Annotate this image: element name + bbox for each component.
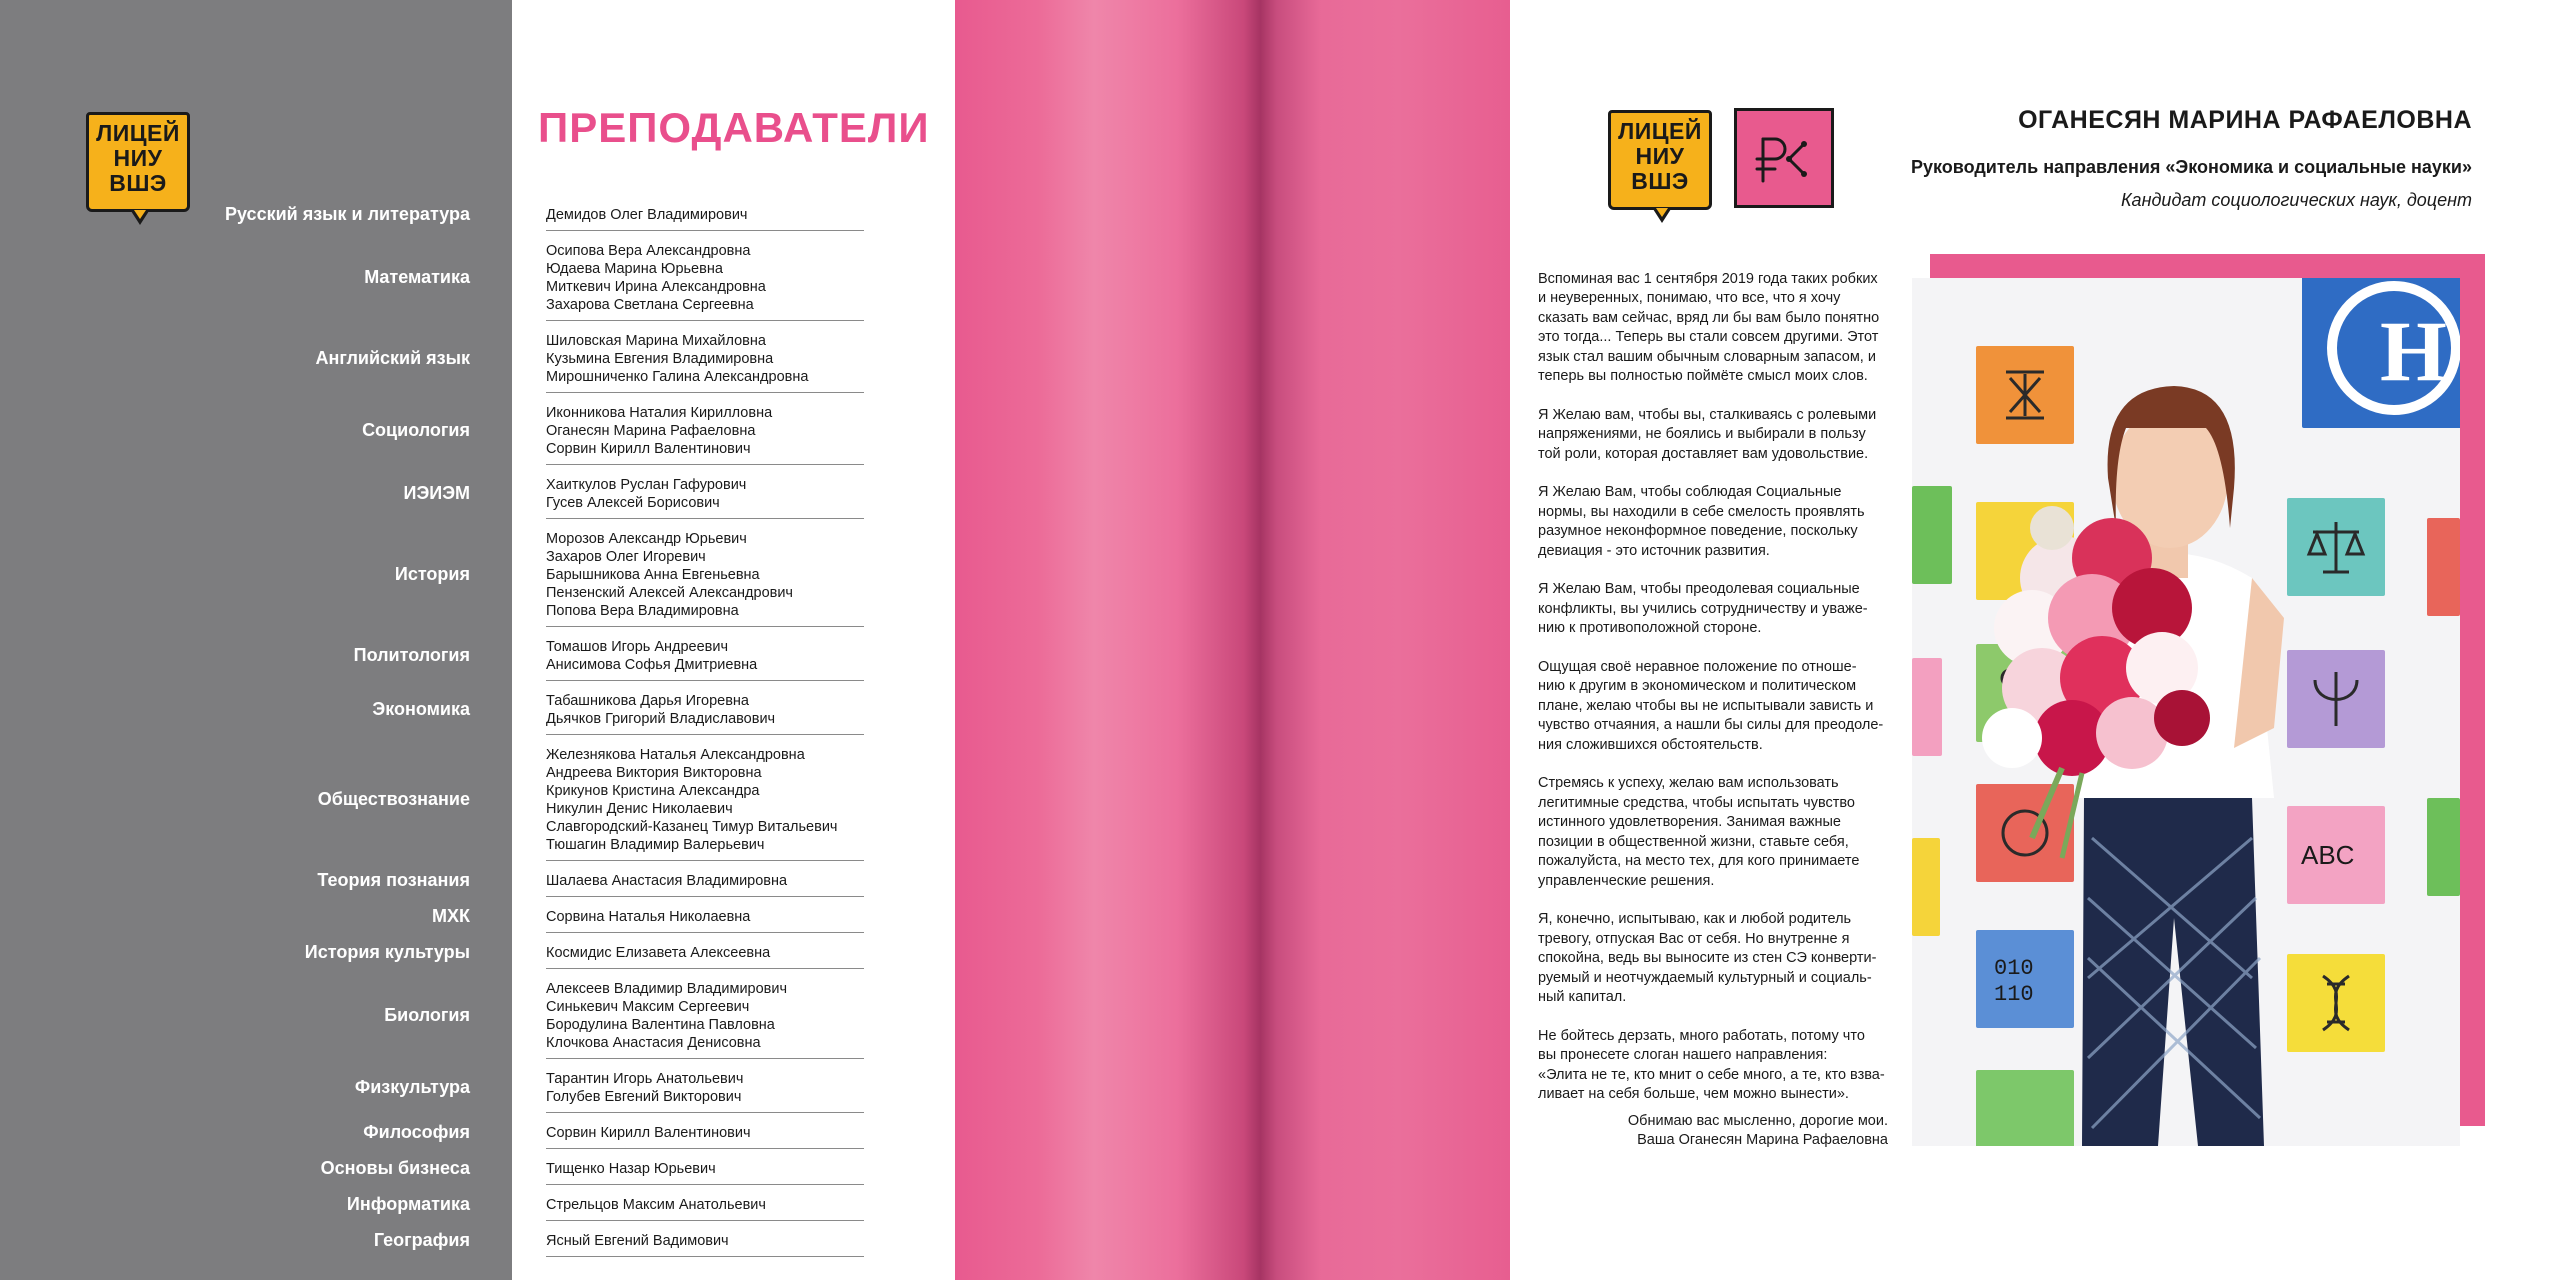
- subject-label: Теория познания: [317, 870, 470, 890]
- teacher-name: Шалаева Анастасия Владимировна: [546, 873, 788, 889]
- teacher-group: [546, 901, 864, 933]
- letter-text: [1538, 270, 1893, 1124]
- teacher-name: Оганесян Марина Рафаеловна: [546, 423, 756, 439]
- teacher-group: [546, 685, 864, 735]
- letter-line: это тогда... Теперь вы стали совсем другими. Этот: [1538, 329, 1879, 346]
- teacher-group: [546, 325, 864, 393]
- letter-line: Ощущая своё неравное положение по отноше-: [1538, 659, 1857, 676]
- letter-line: вы пронесете слоган нашего направления:: [1538, 1047, 1828, 1064]
- letter-paragraph: [1538, 406, 1893, 464]
- letter-line: Я, конечно, испытываю, как и любой родитель: [1538, 911, 1852, 928]
- subject-label: Экономика: [372, 699, 470, 719]
- letter-line: теперь вы полностью поймёте смысл моих слов.: [1538, 368, 1868, 385]
- letter-line: позиции в общественной жизни, ставьте себя,: [1538, 833, 1849, 850]
- teacher-group: [546, 1117, 864, 1149]
- letter-line: ный капитал.: [1538, 988, 1627, 1005]
- teacher-name: Морозов Александр Юрьевич: [546, 531, 747, 547]
- teacher-name: Миткевич Ирина Александровна: [546, 279, 766, 295]
- letter-paragraph: [1538, 1027, 1893, 1105]
- letter-line: Я Желаю Вам, чтобы преодолевая социальные: [1538, 581, 1860, 598]
- letter-line: конфликты, вы учились сотрудничеству и уваже-: [1538, 600, 1868, 617]
- letter-line: сказать вам сейчас, вряд ли бы вам было понятно: [1538, 309, 1880, 326]
- page-title: ПРЕПОДАВАТЕЛИ: [538, 104, 930, 151]
- teacher-group: [546, 1153, 864, 1185]
- teacher-name: Голубев Евгений Викторович: [546, 1089, 742, 1105]
- subject-label: Русский язык и литература: [224, 204, 470, 224]
- teacher-name: Иконникова Наталия Кирилловна: [546, 405, 773, 421]
- teacher-name: Мирошниченко Галина Александровна: [546, 369, 809, 385]
- subject-label: МХК: [432, 906, 470, 926]
- teacher-name: Шиловская Марина Михайловна: [546, 333, 766, 349]
- teacher-name: Никулин Денис Николаевич: [546, 801, 733, 817]
- teacher-name: Космидис Елизавета Алексеевна: [546, 945, 771, 961]
- pink-spine: [955, 0, 1510, 1280]
- subject-label: Обществознание: [317, 789, 470, 809]
- subject-label: История: [394, 564, 470, 584]
- teacher-group: [546, 235, 864, 321]
- teacher-name: Сорвин Кирилл Валентинович: [546, 441, 751, 457]
- teacher-name: Клочкова Анастасия Денисовна: [546, 1035, 761, 1051]
- subject-label: География: [373, 1230, 470, 1250]
- letter-line: плане, желаю чтобы вы не испытывали зависть и: [1538, 697, 1874, 714]
- letter-line: спокойна, ведь вы выносите из стен СЭ конверти-: [1538, 950, 1877, 967]
- teacher-name: Андреева Виктория Викторовна: [546, 765, 762, 781]
- teacher-name: Анисимова Софья Дмитриевна: [546, 657, 758, 673]
- teacher-group: [546, 739, 864, 861]
- letter-line: руемый и неотчуждаемый культурный и социаль-: [1538, 969, 1872, 986]
- teacher-name: Барышникова Анна Евгеньевна: [546, 567, 760, 583]
- letter-line: тревогу, отпуская Вас от себя. Но внутренне я: [1538, 930, 1850, 947]
- letter-line: девиация - это источник развития.: [1538, 542, 1770, 559]
- teacher-name: Юдаева Марина Юрьевна: [546, 261, 723, 277]
- teacher-group: [546, 1189, 864, 1221]
- teacher-photo: [1912, 278, 2460, 1146]
- teacher-name: Кузьмина Евгения Владимировна: [546, 351, 774, 367]
- teacher-name: Гусев Алексей Борисович: [546, 495, 720, 511]
- letter-line: Не бойтесь дерзать, много работать, потому что: [1538, 1027, 1865, 1044]
- subject-label: Социология: [362, 420, 470, 440]
- teacher-name: Дьячков Григорий Владиславович: [546, 711, 776, 727]
- letter-line: чувство отчаяния, а нашли бы силы для преодоле-: [1538, 717, 1884, 734]
- teacher-degree: Кандидат социологических наук, доцент: [2120, 190, 2472, 210]
- subject-label: Биология: [384, 1005, 470, 1025]
- teacher-name: ОГАНЕСЯН МАРИНА РАФАЕЛОВНА: [2018, 106, 2472, 134]
- lyceum-logo: [86, 112, 190, 212]
- social-network-icon: [1734, 108, 1834, 208]
- teacher-role: Руководитель направления «Экономика и социальные науки»: [1911, 157, 2472, 177]
- signoff-line: Ваша Оганесян Марина Рафаеловна: [1637, 1132, 1888, 1149]
- teacher-name: Хаиткулов Руслан Гафурович: [546, 477, 747, 493]
- teacher-name: Сорвина Наталья Николаевна: [546, 909, 751, 925]
- logo-line: НИУ: [113, 145, 163, 171]
- letter-line: нормы, вы находили в себе смелость проявлять: [1538, 503, 1865, 520]
- letter-line: Я Желаю Вам, чтобы соблюдая Социальные: [1538, 484, 1842, 501]
- logo-line: ЛИЦЕЙ: [96, 120, 180, 146]
- letter-line: ния сложившихся обстоятельств.: [1538, 736, 1763, 753]
- teacher-group: [546, 523, 864, 627]
- teacher-name: Синькевич Максим Сергеевич: [546, 999, 750, 1015]
- letter-line: нию к другим в экономическом и политическом: [1538, 678, 1857, 695]
- teacher-group: [546, 1063, 864, 1113]
- subject-label: История культуры: [304, 942, 470, 962]
- teacher-name: Тюшагин Владимир Валерьевич: [546, 837, 765, 853]
- teacher-group: [546, 631, 864, 681]
- letter-paragraph: [1538, 580, 1893, 638]
- teacher-name: Захаров Олег Игоревич: [546, 549, 706, 565]
- letter-signoff: [1628, 1112, 1888, 1151]
- teacher-name: Томашов Игорь Андреевич: [546, 639, 729, 655]
- subject-label: Физкультура: [354, 1077, 470, 1097]
- letter-line: легитимные средства, чтобы испытать чувство: [1538, 794, 1855, 811]
- letter-paragraph: [1538, 483, 1893, 561]
- teacher-name: Осипова Вера Александровна: [546, 243, 751, 259]
- letter-line: пожалуйста, на место тех, для кого принимаете: [1538, 853, 1860, 870]
- letter-line: той роли, которая доставляет вам удовольствие.: [1538, 445, 1869, 462]
- teacher-group: [546, 199, 864, 231]
- teacher-name: Крикунов Кристина Александра: [546, 783, 760, 799]
- letter-paragraph: [1538, 774, 1893, 890]
- letter-line: Вспоминая вас 1 сентября 2019 года таких робких: [1538, 271, 1878, 287]
- signoff-line: Обнимаю вас мысленно, дорогие мои.: [1627, 1113, 1888, 1129]
- teacher-group: [546, 865, 864, 897]
- teacher-group: [546, 973, 864, 1059]
- subject-label: Английский язык: [315, 348, 470, 368]
- teacher-name: Алексеев Владимир Владимирович: [546, 981, 788, 997]
- teacher-name: Железнякова Наталья Александровна: [546, 747, 805, 763]
- teacher-name: Захарова Светлана Сергеевна: [546, 297, 754, 313]
- teacher-name: Попова Вера Владимировна: [546, 603, 739, 619]
- letter-paragraph: [1538, 270, 1893, 386]
- letter-line: Стремясь к успеху, желаю вам использовать: [1538, 775, 1839, 792]
- teacher-name: Славгородский-Казанец Тимур Витальевич: [546, 819, 838, 835]
- letter-line: нию к противоположной стороне.: [1538, 620, 1762, 637]
- letter-line: управленческие решения.: [1538, 872, 1715, 889]
- teacher-group: [546, 1225, 864, 1257]
- ruble-network-icon: [1737, 111, 1831, 205]
- subject-label: Информатика: [346, 1194, 470, 1214]
- letter-line: ливает на себя больше, чем можно вынести».: [1538, 1085, 1849, 1102]
- teacher-name: Тищенко Назар Юрьевич: [546, 1161, 716, 1177]
- logo-line: ВШЭ: [109, 170, 167, 196]
- person-figure: [1912, 278, 2460, 1146]
- teacher-name: Табашникова Дарья Игоревна: [546, 693, 749, 709]
- teacher-name: Пензенский Алексей Александрович: [546, 585, 793, 601]
- teacher-name: Бородулина Валентина Павловна: [546, 1017, 775, 1033]
- letter-line: разумное неконформное поведение, поскольку: [1538, 523, 1858, 540]
- subject-label: Политология: [353, 645, 470, 665]
- letter-paragraph: [1538, 910, 1893, 1007]
- letter-line: истинного удовлетворения. Занимая важные: [1538, 814, 1841, 831]
- binary-line: 010: [1994, 956, 2034, 981]
- subject-label: Основы бизнеса: [320, 1158, 470, 1178]
- subject-label: Математика: [364, 267, 470, 287]
- letter-line: Я Желаю вам, чтобы вы, сталкиваясь с ролевыми: [1538, 406, 1877, 423]
- letter-line: и неуверенных, понимаю, что все, что я хочу: [1538, 290, 1841, 307]
- letter-line: напряжениями, не боялись и выбирали в пользу: [1538, 426, 1866, 443]
- subject-label: Философия: [363, 1122, 470, 1142]
- letter-paragraph: [1538, 658, 1893, 755]
- teacher-group: [546, 469, 864, 519]
- teacher-name: Демидов Олег Владимирович: [546, 207, 748, 223]
- logo-line: ВШЭ: [1631, 168, 1689, 194]
- letter-line: язык стал вашим обычным словарным запасом, и: [1538, 348, 1876, 365]
- teacher-group: [546, 397, 864, 465]
- lyceum-logo: [1608, 110, 1712, 210]
- binary-line: 110: [1994, 982, 2034, 1007]
- teacher-name: Стрельцов Максим Анатольевич: [546, 1197, 766, 1213]
- teacher-name: Тарантин Игорь Анатольевич: [546, 1071, 744, 1087]
- teacher-name: Сорвин Кирилл Валентинович: [546, 1125, 751, 1141]
- teacher-name: Ясный Евгений Вадимович: [546, 1233, 729, 1249]
- svg-text:Н: Н: [2380, 303, 2447, 399]
- subject-label: ИЭИЭМ: [403, 483, 470, 503]
- abc-text: ABC: [2301, 840, 2355, 870]
- letter-line: «Элита не те, кто мнит о себе много, а те, кто взва-: [1538, 1066, 1885, 1083]
- logo-line: ЛИЦЕЙ: [1618, 118, 1702, 144]
- logo-line: НИУ: [1635, 143, 1685, 169]
- teacher-group: [546, 937, 864, 969]
